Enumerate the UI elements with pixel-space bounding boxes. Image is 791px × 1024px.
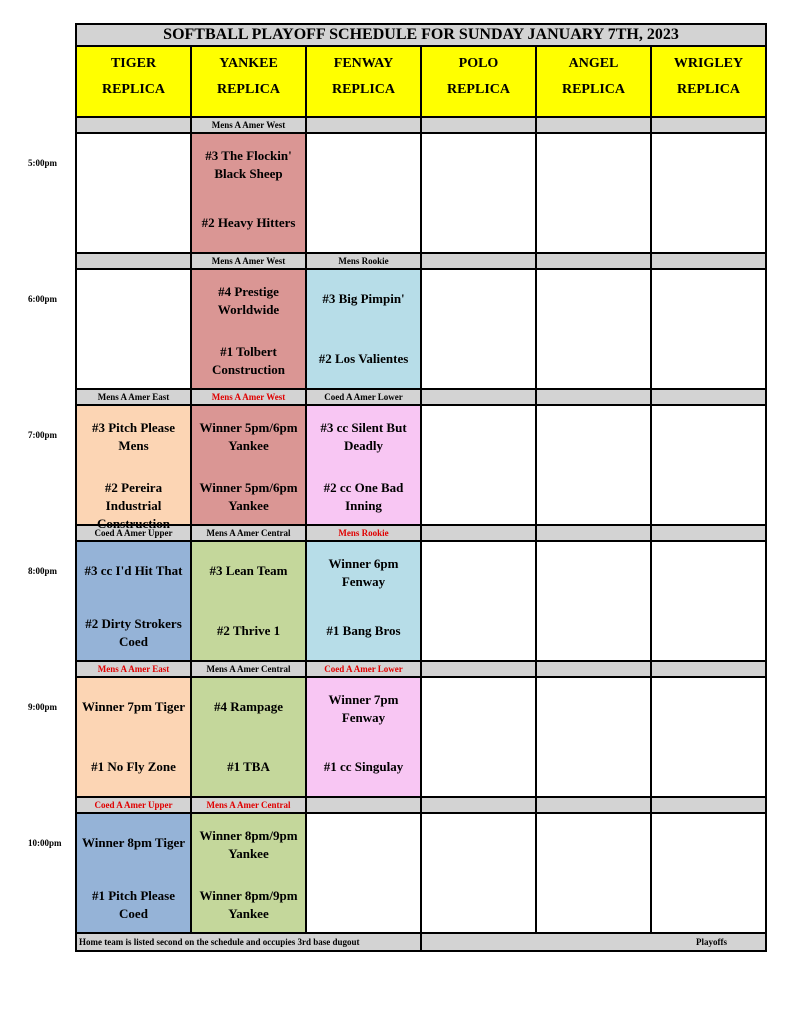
away-team: #3 Lean Team: [209, 563, 288, 578]
time-label: 8:00pm: [28, 566, 57, 576]
time-label: 7:00pm: [28, 430, 57, 440]
time-label: 5:00pm: [28, 158, 57, 168]
field-name: YANKEE: [219, 56, 278, 71]
away-team: Winner 8pm/9pm Yankee: [199, 828, 298, 861]
game-cell: [307, 270, 422, 390]
game-cell: [652, 814, 767, 934]
away-team: Winner 7pm Tiger: [81, 699, 186, 714]
away-team: #3 Big Pimpin': [322, 291, 405, 306]
division-label: Mens A Amer West: [192, 254, 307, 270]
division-label: [307, 118, 422, 134]
field-subtitle: REPLICA: [331, 82, 395, 97]
division-label: [652, 662, 767, 678]
schedule-body: [75, 118, 767, 934]
division-label: [652, 526, 767, 542]
game-cell: [192, 270, 307, 390]
division-label: [422, 118, 537, 134]
home-team: #2 Heavy Hitters: [201, 215, 296, 230]
game-cell: [77, 542, 192, 662]
game-row: [75, 814, 767, 934]
game-cell: [422, 678, 537, 798]
game-row: [75, 270, 767, 390]
away-team: #3 cc Silent But Deadly: [320, 420, 407, 453]
field-header-yankee: [192, 47, 307, 118]
away-team: #4 Prestige Worldwide: [217, 284, 280, 317]
division-label-row: [75, 254, 767, 270]
division-label: [307, 798, 422, 814]
game-cell: [192, 134, 307, 254]
game-cell: [422, 406, 537, 526]
game-cell: [537, 270, 652, 390]
game-cell: [422, 542, 537, 662]
page-title: SOFTBALL PLAYOFF SCHEDULE FOR SUNDAY JANUARY 7TH, 2023: [75, 23, 767, 45]
field-header-polo: [422, 47, 537, 118]
game-cell: [307, 134, 422, 254]
division-label: [652, 254, 767, 270]
game-cell: [537, 406, 652, 526]
home-team: #1 No Fly Zone: [91, 759, 176, 774]
division-label: Mens A Amer Central: [192, 662, 307, 678]
field-subtitle: REPLICA: [561, 82, 625, 97]
division-label: [422, 254, 537, 270]
division-label: Coed A Amer Lower: [307, 390, 422, 406]
game-cell: [192, 678, 307, 798]
game-cell: [307, 406, 422, 526]
home-team: Winner 5pm/6pm Yankee: [199, 480, 298, 513]
division-label: Coed A Amer Lower: [307, 662, 422, 678]
division-label: [537, 798, 652, 814]
field-name: WRIGLEY: [673, 56, 744, 71]
game-cell: [77, 134, 192, 254]
home-team: #2 Pereira Industrial Construction: [97, 480, 170, 531]
game-cell: [652, 542, 767, 662]
away-team: Winner 6pm Fenway: [328, 556, 399, 589]
division-label: [652, 118, 767, 134]
away-team: Winner 7pm Fenway: [328, 692, 399, 725]
game-cell: [422, 134, 537, 254]
away-team: Winner 5pm/6pm Yankee: [199, 420, 298, 453]
footer-label: Playoffs: [422, 934, 767, 952]
division-label: Mens A Amer East: [77, 662, 192, 678]
time-label: 9:00pm: [28, 702, 57, 712]
division-label: Mens A Amer West: [192, 390, 307, 406]
game-cell: [77, 814, 192, 934]
game-cell: [192, 814, 307, 934]
game-cell: [422, 814, 537, 934]
game-cell: [307, 542, 422, 662]
game-cell: [77, 270, 192, 390]
away-team: #3 Pitch Please Mens: [91, 420, 176, 453]
division-label: [422, 526, 537, 542]
home-team: #1 Pitch Please Coed: [91, 888, 176, 921]
division-label-row: [75, 390, 767, 406]
game-cell: [652, 134, 767, 254]
field-name: ANGEL: [568, 56, 619, 71]
game-cell: [537, 542, 652, 662]
game-cell: [652, 406, 767, 526]
game-cell: [192, 542, 307, 662]
division-label: [422, 662, 537, 678]
home-team: #1 TBA: [227, 759, 270, 774]
field-subtitle: REPLICA: [446, 82, 510, 97]
home-team: #2 Dirty Strokers Coed: [85, 616, 182, 649]
game-row: [75, 542, 767, 662]
division-label: Coed A Amer Upper: [77, 526, 192, 542]
game-cell: [307, 814, 422, 934]
game-cell: [537, 814, 652, 934]
division-label-row: [75, 118, 767, 134]
time-label: 10:00pm: [28, 838, 62, 848]
division-label: [77, 118, 192, 134]
game-row: [75, 406, 767, 531]
home-team: #1 cc Singulay: [323, 759, 404, 774]
division-label: Mens A Amer Central: [192, 798, 307, 814]
home-team: #1 Tolbert Construction: [212, 344, 285, 377]
game-cell: [422, 270, 537, 390]
field-header-wrigley: [652, 47, 767, 118]
division-label: [652, 798, 767, 814]
field-name: POLO: [458, 56, 499, 71]
division-label: [537, 390, 652, 406]
field-subtitle: REPLICA: [676, 82, 740, 97]
division-label: [422, 390, 537, 406]
home-team: #1 Bang Bros: [326, 623, 401, 638]
away-team: #3 cc I'd Hit That: [84, 563, 183, 578]
division-label: Mens A Amer Central: [192, 526, 307, 542]
field-header-fenway: [307, 47, 422, 118]
footer-note: Home team is listed second on the schedule and occupies 3rd base dugout: [77, 934, 422, 952]
game-cell: [307, 678, 422, 798]
division-label: [537, 118, 652, 134]
division-label: [77, 254, 192, 270]
division-label: Coed A Amer Upper: [77, 798, 192, 814]
game-cell: [77, 406, 192, 531]
away-team: #4 Rampage: [214, 699, 283, 714]
game-row: [75, 678, 767, 798]
division-label: Mens A Amer East: [77, 390, 192, 406]
division-label: [652, 390, 767, 406]
away-team: Winner 8pm Tiger: [81, 835, 186, 850]
division-label: [537, 254, 652, 270]
field-subtitle: REPLICA: [101, 82, 165, 97]
division-label: [537, 662, 652, 678]
field-name: FENWAY: [333, 56, 394, 71]
field-header-row: [75, 45, 767, 118]
field-header-angel: [537, 47, 652, 118]
time-label: 6:00pm: [28, 294, 57, 304]
division-label-row: [75, 662, 767, 678]
field-subtitle: REPLICA: [216, 82, 280, 97]
home-team: #2 Los Valientes: [318, 351, 409, 366]
game-cell: [537, 678, 652, 798]
game-cell: [652, 678, 767, 798]
field-header-tiger: [77, 47, 192, 118]
division-label-row: [75, 798, 767, 814]
footer-row: [75, 934, 767, 952]
game-cell: [192, 406, 307, 526]
game-cell: [77, 678, 192, 798]
division-label: Mens Rookie: [307, 526, 422, 542]
game-cell: [652, 270, 767, 390]
home-team: #2 Thrive 1: [216, 623, 281, 638]
home-team: #2 cc One Bad Inning: [323, 480, 404, 513]
field-name: TIGER: [110, 56, 157, 71]
game-cell: [537, 134, 652, 254]
division-label: Mens Rookie: [307, 254, 422, 270]
division-label: Mens A Amer West: [192, 118, 307, 134]
away-team: #3 The Flockin' Black Sheep: [205, 148, 292, 181]
division-label: [422, 798, 537, 814]
schedule-sheet: [75, 23, 767, 952]
home-team: Winner 8pm/9pm Yankee: [199, 888, 298, 921]
game-row: [75, 134, 767, 254]
division-label: [537, 526, 652, 542]
